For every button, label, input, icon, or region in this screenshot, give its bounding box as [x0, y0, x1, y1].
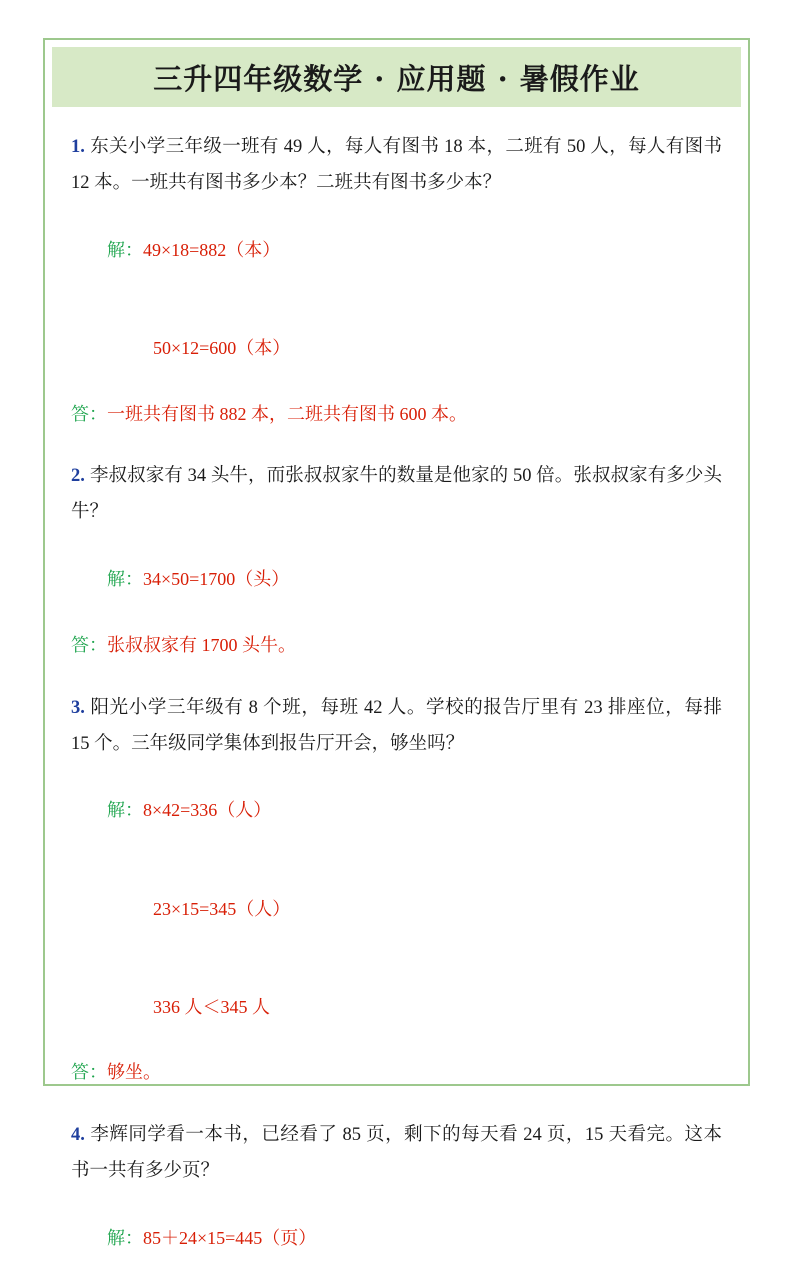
problem-question-text: 东关小学三年级一班有 49 人，每人有图书 18 本，二班有 50 人，每人有图书 12 本。一班共有图书多少本？二班共有图书多少本？	[71, 137, 722, 194]
solution-text: 23×15=345（人）	[153, 898, 291, 919]
solution-text: 336 人＜345 人	[153, 996, 270, 1017]
solution-line	[71, 299, 722, 397]
worksheet-page	[43, 38, 750, 1248]
problem-question-text: 李辉同学看一本书，已经看了 85 页，剩下的每天看 24 页，15 天看完。这本书一共有多少页？	[71, 1125, 722, 1182]
answer-label: 答：	[71, 634, 107, 655]
solution-label: 解：	[107, 569, 143, 590]
solution-text: 49×18=882（本）	[143, 239, 281, 260]
answer-line	[71, 629, 722, 662]
problem-number: 2.	[71, 466, 85, 487]
problem-question	[71, 458, 722, 530]
problem-item	[71, 690, 722, 1090]
solution-text: 34×50=1700（头）	[143, 569, 290, 590]
problem-item	[71, 129, 722, 430]
problem-question	[71, 1117, 722, 1189]
solution-line	[71, 201, 722, 299]
answer-label: 答：	[71, 1062, 107, 1083]
solution-text: 8×42=336（人）	[143, 800, 272, 821]
title-banner	[52, 47, 741, 107]
problem-item	[71, 458, 722, 661]
problem-number: 3.	[71, 697, 85, 718]
solution-text: 50×12=600（本）	[153, 338, 291, 359]
problem-question	[71, 690, 722, 762]
answer-line	[71, 1056, 722, 1089]
solution-line	[71, 958, 722, 1056]
answer-text: 张叔叔家有 1700 头牛。	[107, 634, 296, 655]
answer-line	[71, 398, 722, 431]
problems-container	[45, 107, 748, 1288]
problem-question-text: 李叔叔家有 34 头牛，而张叔叔家牛的数量是他家的 50 倍。张叔叔家有多少头牛？	[71, 466, 722, 523]
problem-question	[71, 129, 722, 201]
problem-item	[71, 1117, 722, 1287]
page-title: 三升四年级数学 · 应用题 · 暑假作业	[153, 61, 640, 96]
solution-line	[71, 860, 722, 958]
solution-text: 85＋24×15=445（页）	[143, 1228, 317, 1248]
problem-number: 4.	[71, 1125, 85, 1146]
answer-label: 答：	[71, 403, 107, 424]
problem-question-text: 阳光小学三年级有 8 个班，每班 42 人。学校的报告厅里有 23 排座位，每排 15 个。三年级同学集体到报告厅开会，够坐吗？	[71, 697, 722, 754]
answer-text: 一班共有图书 882 本，二班共有图书 600 本。	[107, 403, 467, 424]
solution-label: 解：	[107, 239, 143, 260]
solution-label: 解：	[107, 800, 143, 821]
solution-label: 解：	[107, 1228, 143, 1248]
solution-line	[71, 531, 722, 629]
problem-number: 1.	[71, 137, 85, 157]
answer-text: 够坐。	[107, 1062, 161, 1083]
solution-line	[71, 762, 722, 860]
solution-line	[71, 1189, 722, 1287]
